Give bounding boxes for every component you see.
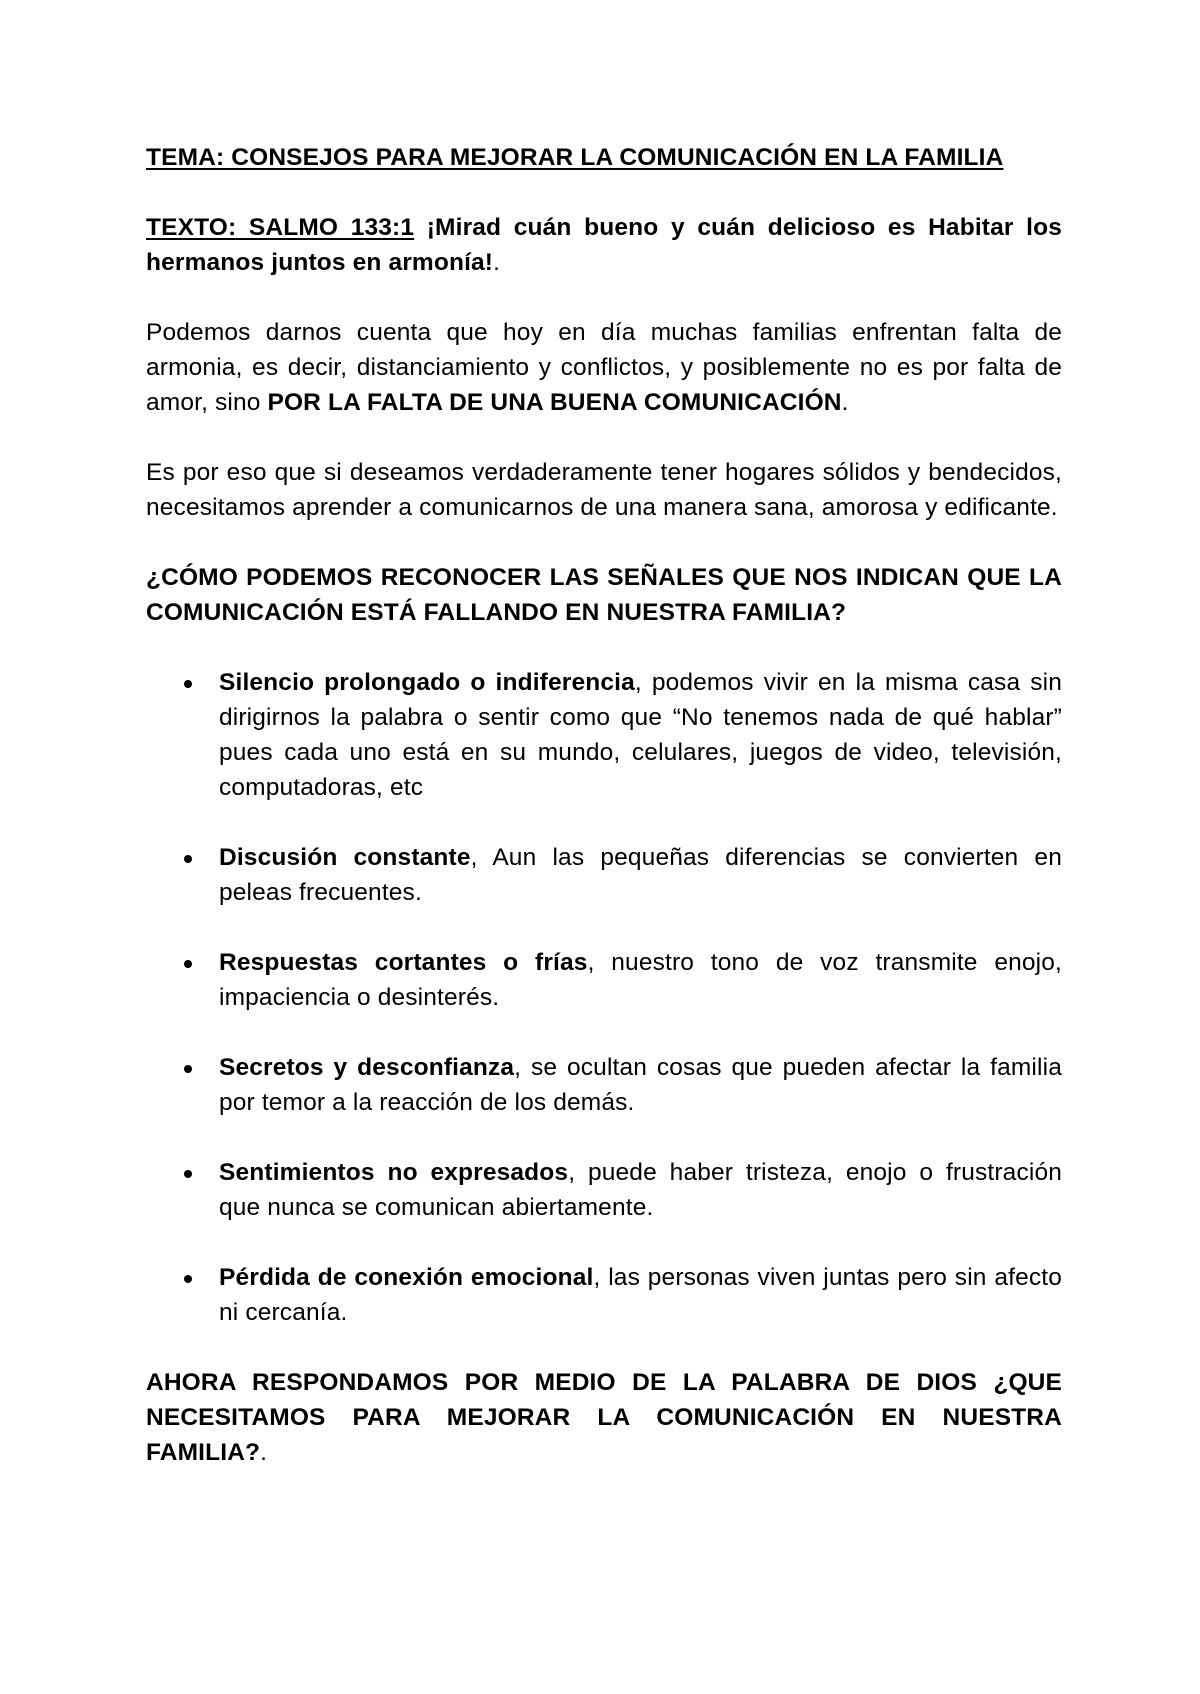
closing-text: AHORA RESPONDAMOS POR MEDIO DE LA PALABRA DE DIOS ¿QUE NECESITAMOS PARA MEJORAR LA COMUNICACIÓN EN NUESTRA FAMILIA? xyxy=(146,1369,1062,1466)
intro-emphasis: POR LA FALTA DE UNA BUENA COMUNICACIÓN xyxy=(267,389,842,416)
scripture-label: TEXTO: SALMO 133:1 xyxy=(146,214,415,241)
signals-list xyxy=(146,665,1062,1330)
signal-term: Discusión constante xyxy=(219,844,471,871)
signal-term: Secretos y desconfianza xyxy=(219,1054,515,1081)
list-item xyxy=(146,665,1062,805)
scripture-reference xyxy=(146,210,1062,280)
document-title xyxy=(146,140,1062,175)
second-text: Es por eso que si deseamos verdaderamente tener hogares sólidos y bendecidos, necesitamos aprender a comunicarnos de una manera sana, amorosa y edificante. xyxy=(146,459,1062,521)
intro-text: Podemos darnos cuenta que hoy en día muchas familias enfrentan falta de armonia, es decir, distanciamiento y conflictos, y posiblemente no es por falta de amor, sino xyxy=(146,319,1062,416)
question-text: ¿CÓMO PODEMOS RECONOCER LAS SEÑALES QUE NOS INDICAN QUE LA COMUNICACIÓN ESTÁ FALLANDO EN NUESTRA FAMILIA? xyxy=(146,564,1062,626)
signal-term: Sentimientos no expresados xyxy=(219,1159,569,1186)
signal-text: , nuestro tono de voz transmite enojo, impaciencia o desinterés. xyxy=(219,949,1062,1011)
title-text: TEMA: CONSEJOS PARA MEJORAR LA COMUNICACIÓN EN LA FAMILIA xyxy=(146,144,1004,171)
signal-text: , las personas viven juntas pero sin afecto ni cercanía. xyxy=(219,1264,1062,1326)
signal-term: Respuestas cortantes o frías xyxy=(219,949,588,976)
bullet-icon xyxy=(184,960,192,968)
question-heading xyxy=(146,560,1062,630)
second-paragraph xyxy=(146,455,1062,525)
list-item xyxy=(146,1260,1062,1330)
list-item xyxy=(146,1050,1062,1120)
bullet-icon xyxy=(184,1065,192,1073)
list-item xyxy=(146,840,1062,910)
signal-term: Silencio prolongado o indiferencia xyxy=(219,669,635,696)
signal-term: Pérdida de conexión emocional xyxy=(219,1264,594,1291)
bullet-icon xyxy=(184,855,192,863)
list-item xyxy=(146,1155,1062,1225)
bullet-icon xyxy=(184,1275,192,1283)
signal-text: , puede haber tristeza, enojo o frustración que nunca se comunican abiertamente. xyxy=(219,1159,1062,1221)
bullet-icon xyxy=(184,1170,192,1178)
list-item xyxy=(146,945,1062,1015)
bullet-icon xyxy=(184,680,192,688)
signal-text: , se ocultan cosas que pueden afectar la familia por temor a la reacción de los demás. xyxy=(219,1054,1062,1116)
scripture-end: . xyxy=(493,249,501,276)
closing-end: . xyxy=(260,1439,268,1466)
signal-text: , podemos vivir en la misma casa sin dirigirnos la palabra o sentir como que “No tenemos nada de qué hablar” pues cada uno está en su mundo, celulares, juegos de video, televisión, computadoras, etc xyxy=(219,669,1062,801)
intro-end: . xyxy=(841,389,849,416)
signal-text: , Aun las pequeñas diferencias se convierten en peleas frecuentes. xyxy=(219,844,1062,906)
scripture-verse: ¡Mirad cuán bueno y cuán delicioso es Habitar los hermanos juntos en armonía! xyxy=(146,214,1063,276)
intro-paragraph xyxy=(146,315,1062,420)
closing-heading xyxy=(146,1365,1062,1470)
document-page xyxy=(146,140,1062,1470)
